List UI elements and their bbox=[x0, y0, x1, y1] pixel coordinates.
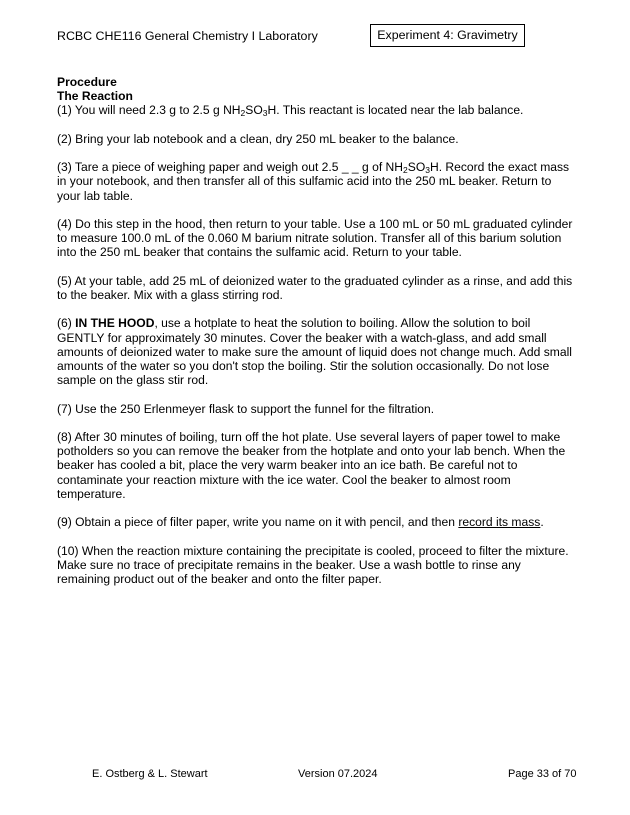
procedure-content bbox=[57, 75, 577, 586]
step-3: (3) Tare a piece of weighing paper and weigh out 2.5 _ _ g of $NH_2SO_3H$. Record the exact mass in your notebook, and then transfer all of this sulfamic acid into the 250 mL beaker. Return to your lab table. bbox=[57, 160, 570, 203]
step-1: (1) You will need 2.3 g to 2.5 g $NH_2SO_3H$. This reactant is located near the lab balance. bbox=[57, 103, 524, 119]
header-course: RCBC CHE116 General Chemistry I Laboratory bbox=[57, 29, 318, 43]
footer-page-number: Page 33 of 70 bbox=[508, 768, 577, 780]
step-2: (2) Bring your lab notebook and a clean, dry 250 mL beaker to the balance. bbox=[57, 131, 459, 146]
footer-authors: E. Ostberg & L. Stewart bbox=[92, 768, 208, 780]
header-experiment: Experiment 4: Gravimetry bbox=[377, 28, 518, 43]
step-4: (4) Do this step in the hood, then return to your table. Use a 100 mL or 50 mL graduated cylinder to measure 100.0 mL of the 0.060 M barium nitrate solution. Transfer all of this barium solution into the 250 mL beaker that contains the sulfamic acid. Return to your table. bbox=[57, 216, 573, 260]
footer-version: Version 07.2024 bbox=[298, 768, 378, 780]
step-10: (10) When the reaction mixture containing the precipitate is cooled, proceed to filter the mixture. Make sure no trace of precipitate remains in the beaker. Use a wash bottle to rinse any remaining product out of the beaker and onto the filter paper. bbox=[57, 543, 569, 586]
step-9: (9) Obtain a piece of filter paper, write you name on it with pencil, and then record its mass. bbox=[57, 515, 544, 530]
step-8: (8) After 30 minutes of boiling, turn off the hot plate. Use several layers of paper towel to make potholders so you can remove the beaker from the hotplate and onto your lab bench. When the beaker has cooled a bit, place the very warm beaker into an ice bath. Be careful not to contaminate your reaction mixture with the ice water. Cool the beaker to almost room temperature. bbox=[57, 429, 566, 501]
step-7: (7) Use the 250 Erlenmeyer flask to support the funnel for the filtration. bbox=[57, 401, 435, 416]
header-experiment-box bbox=[370, 24, 525, 47]
step-5: (5) At your table, add 25 mL of deionized water to the graduated cylinder as a rinse, and add this to the beaker. Mix with a glass stirring rod. bbox=[57, 273, 573, 302]
section-title: Procedure bbox=[57, 75, 117, 89]
step-6: (6) IN THE HOOD, use a hotplate to heat the solution to boiling. Allow the solution to boil GENTLY for approximately 30 minutes. Cover the beaker with a watch-glass, and add small amounts of deionized water to make sure the amount of liquid does not change much. Add small amounts of the water so you don't stop the boiling. Stir the solution occasionally. Do not lose sample on the glass stir rod. bbox=[57, 316, 572, 388]
section-subtitle: The Reaction bbox=[57, 89, 133, 104]
